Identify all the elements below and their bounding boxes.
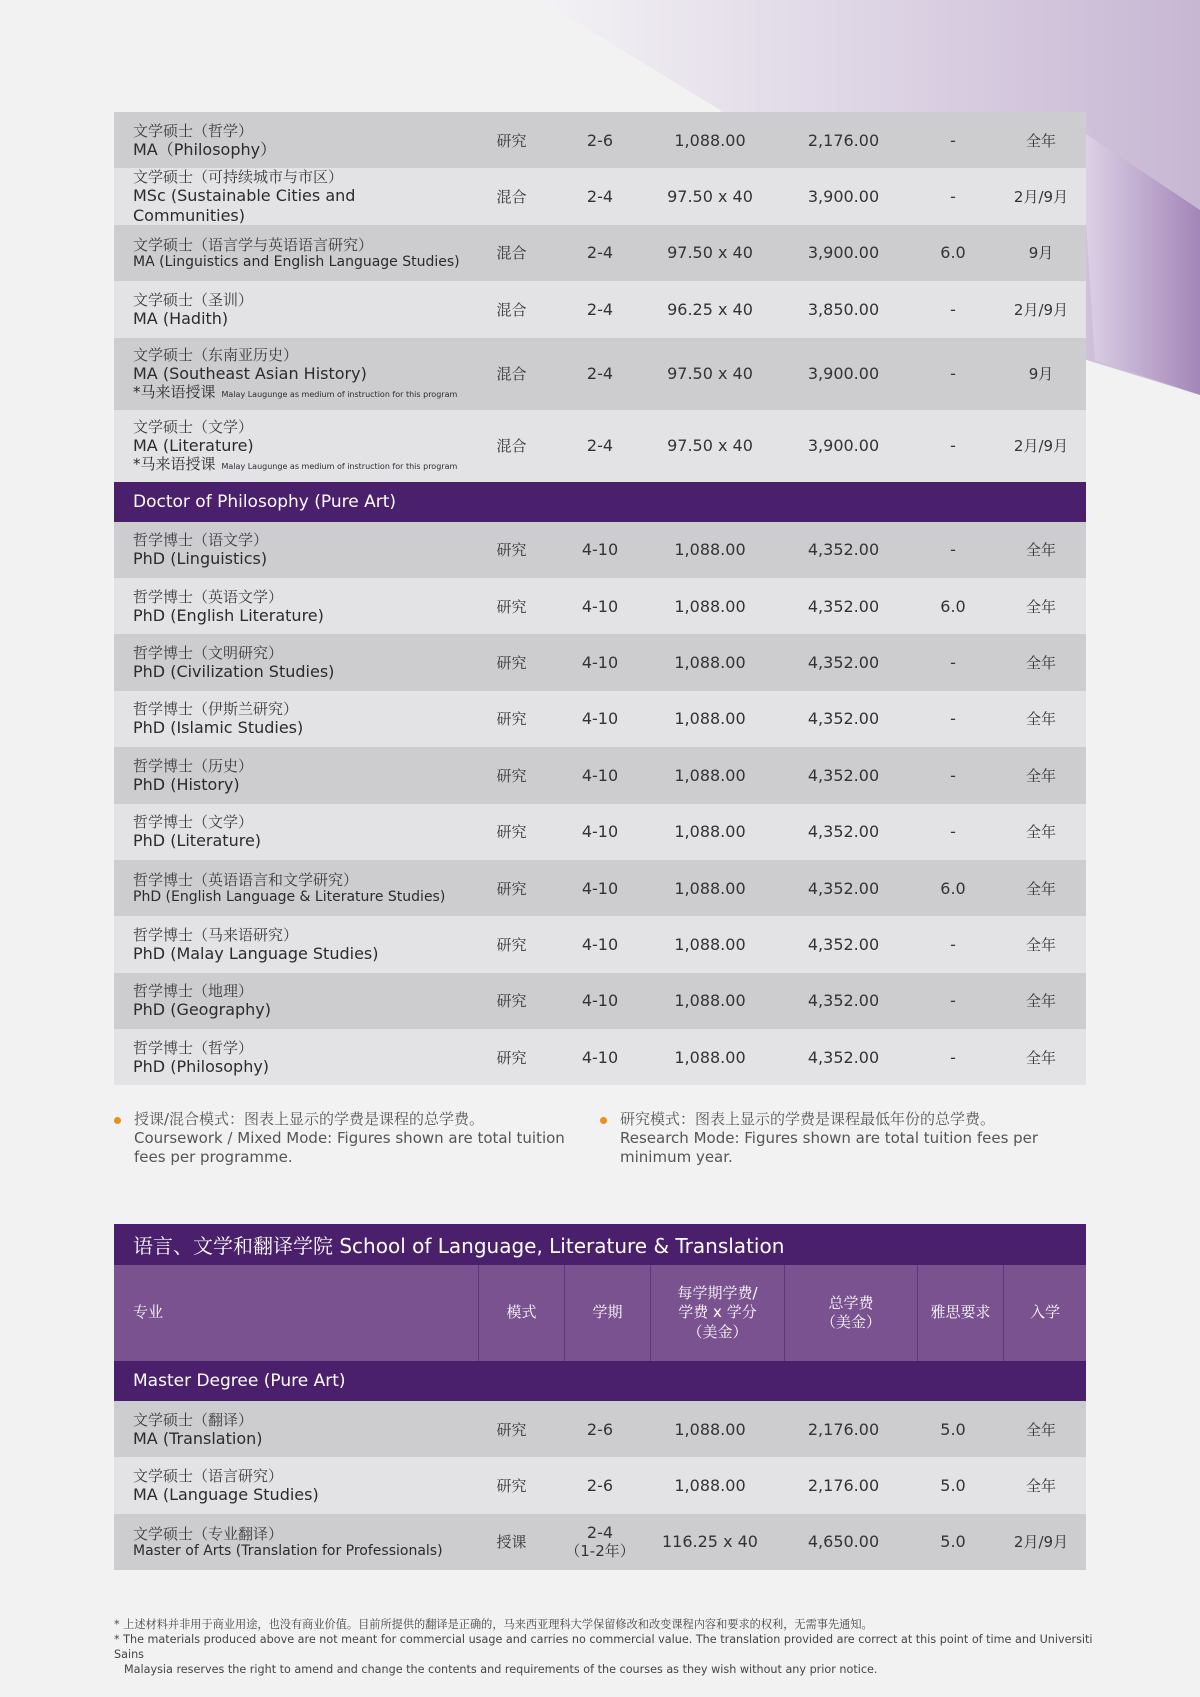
program-name-en: MA (Translation) [133, 1428, 263, 1448]
table-row [114, 522, 1086, 578]
program-name-zh: 哲学博士（地理） [133, 982, 254, 1001]
program-cell [114, 1411, 466, 1448]
total-fee-cell: 4,352.00 [807, 653, 880, 673]
fee-cell: 97.50 x 40 [667, 243, 753, 263]
semesters-cell: 4-10 [581, 709, 619, 729]
fee-cell: 1,088.00 [674, 765, 746, 785]
table-row [114, 578, 1086, 634]
semesters-cell: 2-4 [586, 187, 614, 207]
total-fee-cell: 2,176.00 [807, 130, 880, 150]
intake-cell: 2月/9月 [1013, 437, 1069, 456]
ielts-cell: - [950, 436, 956, 456]
intake-cell: 全年 [1025, 1477, 1056, 1496]
disclaimer: * 上述材料并非用于商业用途，也没有商业价值。目前所提供的翻译是正确的，马来西亚理科大学保留修改和改变课程内容和要求的权利，无需事先通知。 * The materials produced above are not meant for commercial usage and carries no commercial value. The translation provided are correct at this point of time and Universiti Sains Malaysia reserves the right to amend and change the contents and requirements of the courses as they wish without any prior notice. [114, 1618, 1093, 1677]
mode-cell: 研究 [496, 654, 527, 673]
semesters-cell: 4-10 [581, 934, 619, 954]
ielts-cell: - [950, 709, 956, 729]
header-mode: 模式 [478, 1265, 564, 1361]
mode-cell: 研究 [496, 597, 527, 616]
table-header [114, 1265, 1086, 1361]
ielts-cell: - [950, 1047, 956, 1067]
header-intake: 入学 [1003, 1265, 1086, 1361]
semesters-cell: 2-6 [586, 130, 614, 150]
mode-cell: 混合 [496, 244, 527, 263]
table-row [114, 112, 1086, 168]
fee-cell: 97.50 x 40 [667, 364, 753, 384]
fee-cell: 116.25 x 40 [662, 1532, 758, 1552]
fee-cell: 1,088.00 [674, 596, 746, 616]
program-name-en: PhD (English Literature) [133, 605, 324, 625]
semesters-cell: 4-10 [581, 878, 619, 898]
fee-cell: 1,088.00 [674, 878, 746, 898]
intake-cell: 全年 [1025, 541, 1056, 560]
ielts-cell: - [950, 130, 956, 150]
total-fee-cell: 2,176.00 [807, 1476, 880, 1496]
intake-cell: 2月/9月 [1013, 1533, 1069, 1552]
program-table-top [114, 112, 1086, 1085]
intake-cell: 全年 [1025, 766, 1056, 785]
program-name-zh: 哲学博士（马来语研究） [133, 925, 299, 944]
mode-cell: 研究 [496, 710, 527, 729]
program-cell [114, 122, 466, 159]
total-fee-cell: 4,352.00 [807, 540, 880, 560]
bullet-icon [600, 1117, 607, 1124]
intake-cell: 9月 [1028, 365, 1054, 384]
fee-cell: 1,088.00 [674, 540, 746, 560]
program-cell [114, 1039, 466, 1076]
program-name-en: PhD (Islamic Studies) [133, 718, 304, 738]
program-name-en: MA (Southeast Asian History) [133, 363, 367, 383]
total-fee-cell: 3,900.00 [807, 436, 880, 456]
program-name-zh: 哲学博士（语文学） [133, 531, 269, 550]
total-fee-cell: 4,352.00 [807, 991, 880, 1011]
table-row [114, 1029, 1086, 1085]
section-header-phd: Doctor of Philosophy (Pure Art) [114, 482, 1086, 522]
intake-cell: 全年 [1025, 935, 1056, 954]
header-ielts: 雅思要求 [917, 1265, 1003, 1361]
table-row [114, 973, 1086, 1029]
fee-cell: 1,088.00 [674, 934, 746, 954]
fee-cell: 1,088.00 [674, 822, 746, 842]
total-fee-cell: 3,900.00 [807, 364, 880, 384]
program-name-en: MA (Linguistics and English Language Studies) [133, 253, 460, 270]
fee-cell: 1,088.00 [674, 1047, 746, 1067]
semesters-cell: 4-10 [581, 596, 619, 616]
table-row [114, 916, 1086, 972]
total-fee-cell: 4,352.00 [807, 709, 880, 729]
semesters-cell: 4-10 [581, 822, 619, 842]
program-name-en: PhD (Literature) [133, 831, 262, 851]
program-cell [114, 346, 466, 401]
total-fee-cell: 4,352.00 [807, 822, 880, 842]
program-name-zh: 哲学博士（英语语言和文学研究） [133, 870, 359, 889]
intake-cell: 2月/9月 [1013, 300, 1069, 319]
program-name-en: MA（Philosophy） [133, 139, 277, 159]
intake-cell: 全年 [1025, 879, 1056, 898]
program-cell [114, 236, 466, 271]
table-row [114, 410, 1086, 482]
fee-notes [114, 1110, 1086, 1166]
table-row [114, 225, 1086, 281]
semesters-cell: 4-10 [581, 765, 619, 785]
section-header-master: Master Degree (Pure Art) [114, 1361, 1086, 1401]
table2-rows [114, 1401, 1086, 1570]
intake-cell: 2月/9月 [1013, 188, 1069, 207]
ielts-cell: - [950, 540, 956, 560]
mode-cell: 授课 [496, 1533, 527, 1552]
total-fee-cell: 3,900.00 [807, 187, 880, 207]
fee-cell: 1,088.00 [674, 991, 746, 1011]
intake-cell: 全年 [1025, 710, 1056, 729]
fee-cell: 1,088.00 [674, 1476, 746, 1496]
intake-cell: 全年 [1025, 131, 1056, 150]
fee-cell: 96.25 x 40 [667, 299, 753, 319]
program-name-zh: 哲学博士（哲学） [133, 1038, 254, 1057]
intake-cell: 全年 [1025, 1420, 1056, 1439]
program-name-en: MA (Hadith) [133, 308, 229, 328]
intake-cell: 9月 [1028, 244, 1054, 263]
note-research: 研究模式：图表上显示的学费是课程最低年份的总学费。 Research Mode: Figures shown are total tuition fees per minimum year. [600, 1110, 1086, 1166]
semesters-cell: 4-10 [581, 991, 619, 1011]
total-fee-cell: 3,850.00 [807, 299, 880, 319]
intake-cell: 全年 [1025, 654, 1056, 673]
ielts-cell: 5.0 [940, 1476, 966, 1496]
ielts-cell: 6.0 [940, 243, 966, 263]
mode-cell: 研究 [496, 1048, 527, 1067]
program-name-en: PhD (Civilization Studies) [133, 661, 335, 681]
ielts-cell: 5.0 [940, 1419, 966, 1439]
program-name-en: MA (Literature) [133, 435, 254, 455]
table-row [114, 691, 1086, 747]
program-name-zh: 文学硕士（语言学与英语语言研究） [133, 235, 374, 254]
mode-cell: 研究 [496, 131, 527, 150]
table-row [114, 634, 1086, 690]
program-cell [114, 418, 466, 473]
fee-cell: 1,088.00 [674, 653, 746, 673]
semesters-cell: 4-10 [581, 653, 619, 673]
program-name-zh: 文学硕士（可持续城市与市区） [133, 168, 344, 187]
table-row [114, 338, 1086, 410]
program-name-zh: 文学硕士（文学） [133, 417, 254, 436]
intake-cell: 全年 [1025, 992, 1056, 1011]
total-fee-cell: 4,352.00 [807, 878, 880, 898]
semesters-cell: 2-4 [586, 243, 614, 263]
mode-cell: 研究 [496, 823, 527, 842]
program-cell [114, 644, 466, 681]
program-name-en: PhD (Philosophy) [133, 1056, 270, 1076]
semesters-cell: 4-10 [581, 540, 619, 560]
program-note: *马来语授课 Malay Laugunge as medium of instruction for this program [133, 455, 458, 474]
program-name-zh: 文学硕士（哲学） [133, 121, 254, 140]
program-name-en: PhD (Malay Language Studies) [133, 943, 379, 963]
program-name-en: PhD (Geography) [133, 1000, 272, 1020]
program-cell [114, 1525, 466, 1560]
program-cell [114, 168, 466, 224]
school-title: 语言、文学和翻译学院 School of Language, Literature & Translation [114, 1224, 1086, 1265]
semesters-cell: 2-4 [586, 364, 614, 384]
fee-cell: 1,088.00 [674, 130, 746, 150]
fee-cell: 1,088.00 [674, 709, 746, 729]
total-fee-cell: 4,650.00 [807, 1532, 880, 1552]
fee-cell: 97.50 x 40 [667, 187, 753, 207]
mode-cell: 研究 [496, 992, 527, 1011]
program-name-en: PhD (History) [133, 774, 240, 794]
semesters-cell: 2-6 [586, 1419, 614, 1439]
program-name-zh: 文学硕士（翻译） [133, 1410, 254, 1429]
mode-cell: 研究 [496, 541, 527, 560]
program-name-zh: 哲学博士（英语文学） [133, 587, 284, 606]
ielts-cell: - [950, 822, 956, 842]
program-cell [114, 926, 466, 963]
program-cell [114, 531, 466, 568]
semesters-cell: 2-4 [586, 436, 614, 456]
intake-cell: 全年 [1025, 597, 1056, 616]
program-name-zh: 文学硕士（语言研究） [133, 1466, 284, 1485]
ielts-cell: 6.0 [940, 878, 966, 898]
table-row [114, 860, 1086, 916]
program-name-en: PhD (Linguistics) [133, 549, 268, 569]
program-cell [114, 700, 466, 737]
program-cell [114, 982, 466, 1019]
program-cell [114, 813, 466, 850]
fee-cell: 97.50 x 40 [667, 436, 753, 456]
program-name-en: MA (Language Studies) [133, 1484, 319, 1504]
program-cell [114, 757, 466, 794]
semesters-cell: 4-10 [581, 1047, 619, 1067]
program-name-zh: 哲学博士（文学） [133, 813, 254, 832]
program-name-zh: 哲学博士（历史） [133, 756, 254, 775]
mode-cell: 混合 [496, 365, 527, 384]
table-row [114, 804, 1086, 860]
header-fee: 每学期学费/ 学费 x 学分 （美金） [650, 1265, 784, 1361]
mode-cell: 研究 [496, 1420, 527, 1439]
header-program: 专业 [133, 1303, 164, 1322]
program-name-zh: 哲学博士（伊斯兰研究） [133, 700, 299, 719]
total-fee-cell: 4,352.00 [807, 934, 880, 954]
program-cell [114, 1467, 466, 1504]
school-language-table [114, 1224, 1086, 1570]
program-cell [114, 871, 466, 906]
intake-cell: 全年 [1025, 823, 1056, 842]
bullet-icon [114, 1117, 121, 1124]
table-row [114, 747, 1086, 803]
program-cell [114, 291, 466, 328]
table-row [114, 168, 1086, 224]
total-fee-cell: 2,176.00 [807, 1419, 880, 1439]
header-total: 总学费 （美金） [784, 1265, 917, 1361]
ielts-cell: - [950, 187, 956, 207]
note-coursework: 授课/混合模式：图表上显示的学费是课程的总学费。 Coursework / Mixed Mode: Figures shown are total tuition fees per programme. [114, 1110, 600, 1166]
fee-cell: 1,088.00 [674, 1419, 746, 1439]
mode-cell: 研究 [496, 935, 527, 954]
total-fee-cell: 3,900.00 [807, 243, 880, 263]
semesters-cell: 2-4 （1-2年） [565, 1522, 635, 1560]
table-row [114, 1401, 1086, 1457]
semesters-cell: 2-4 [586, 299, 614, 319]
program-name-zh: 哲学博士（文明研究） [133, 643, 284, 662]
program-cell [114, 588, 466, 625]
phd-rows [114, 522, 1086, 1086]
program-name-zh: 文学硕士（圣训） [133, 290, 254, 309]
ielts-cell: - [950, 934, 956, 954]
program-note: *马来语授课 Malay Laugunge as medium of instruction for this program [133, 383, 458, 402]
program-name-en: MSc (Sustainable Cities and Communities) [133, 186, 356, 225]
ielts-cell: - [950, 765, 956, 785]
mode-cell: 混合 [496, 300, 527, 319]
ielts-cell: 5.0 [940, 1532, 966, 1552]
program-name-en: Master of Arts (Translation for Professionals) [133, 1542, 443, 1559]
ielts-cell: - [950, 653, 956, 673]
program-name-zh: 文学硕士（专业翻译） [133, 1524, 284, 1543]
total-fee-cell: 4,352.00 [807, 1047, 880, 1067]
mode-cell: 混合 [496, 188, 527, 207]
table1-rows [114, 112, 1086, 482]
mode-cell: 研究 [496, 879, 527, 898]
semesters-cell: 2-6 [586, 1476, 614, 1496]
mode-cell: 研究 [496, 766, 527, 785]
intake-cell: 全年 [1025, 1048, 1056, 1067]
table-row [114, 1514, 1086, 1570]
total-fee-cell: 4,352.00 [807, 765, 880, 785]
program-name-zh: 文学硕士（东南亚历史） [133, 345, 299, 364]
mode-cell: 混合 [496, 437, 527, 456]
program-name-en: PhD (English Language & Literature Studies) [133, 888, 446, 905]
table-row [114, 281, 1086, 337]
table-row [114, 1457, 1086, 1513]
header-semesters: 学期 [564, 1265, 650, 1361]
ielts-cell: - [950, 991, 956, 1011]
total-fee-cell: 4,352.00 [807, 596, 880, 616]
ielts-cell: - [950, 299, 956, 319]
mode-cell: 研究 [496, 1477, 527, 1496]
ielts-cell: 6.0 [940, 596, 966, 616]
ielts-cell: - [950, 364, 956, 384]
